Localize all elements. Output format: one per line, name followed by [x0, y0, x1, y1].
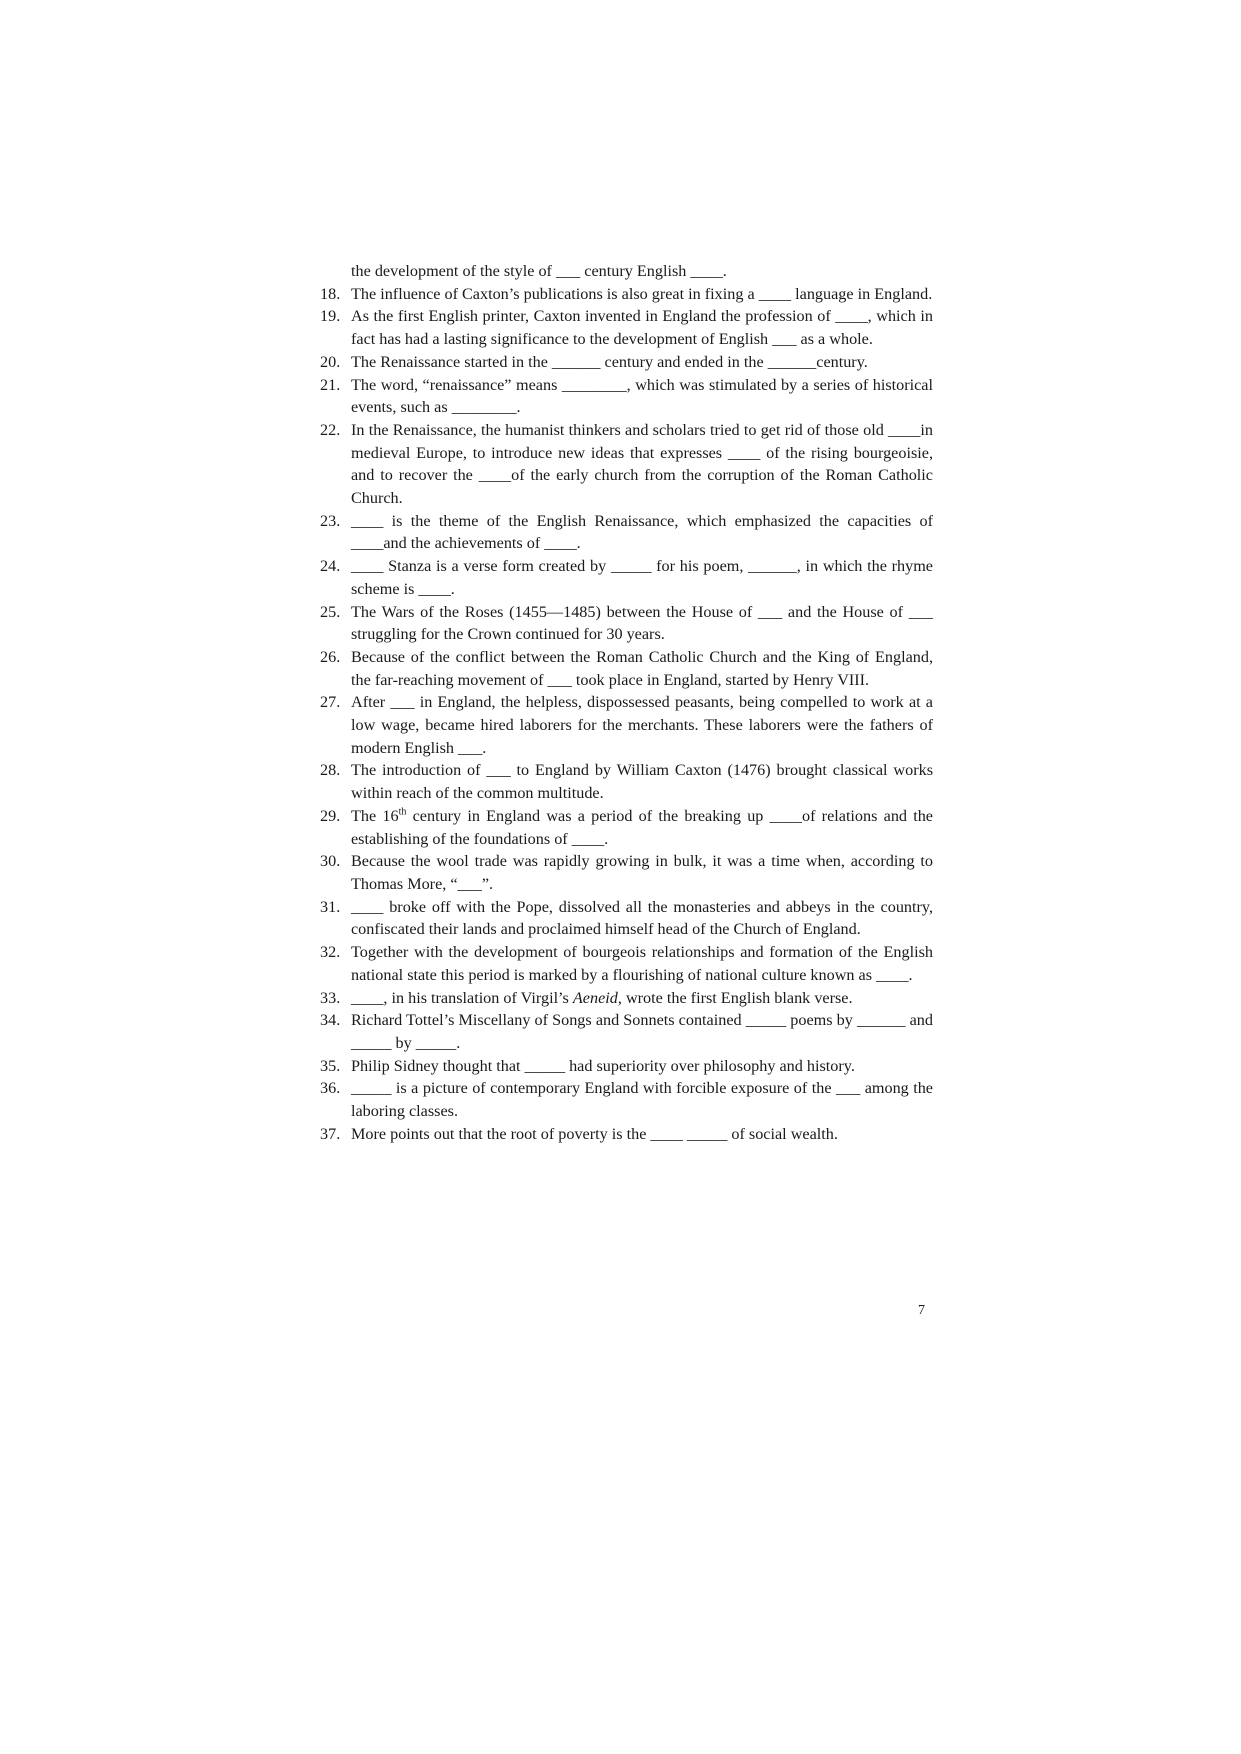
question-number: 24. — [320, 557, 341, 576]
question-item — [320, 987, 933, 1010]
question-item — [320, 896, 933, 941]
question-number: 36. — [320, 1079, 341, 1098]
question-item — [320, 1055, 933, 1078]
question-item — [320, 1077, 933, 1122]
question-text-part: ____, in his translation of Virgil’s — [351, 988, 573, 1007]
question-text — [351, 987, 933, 1010]
question-number: 22. — [320, 420, 341, 439]
question-list — [320, 283, 933, 1146]
question-text: Richard Tottel’s Miscellany of Songs and Sonnets contained _____ poems by ______ and _____ by _____. — [351, 1011, 933, 1052]
question-number: 25. — [320, 602, 341, 621]
question-text: As the first English printer, Caxton invented in England the profession of ____, which in fact has had a lasting significance to the development of English ___ as a whole. — [351, 307, 933, 349]
question-number: 31. — [320, 897, 341, 916]
question-text: _____ is a picture of contemporary England with forcible exposure of the ___ among the laboring classes. — [351, 1079, 933, 1121]
question-text: Because the wool trade was rapidly growing in bulk, it was a time when, according to Thomas More, “___”. — [351, 852, 933, 893]
question-item — [320, 941, 933, 986]
question-number: 19. — [320, 307, 341, 326]
question-item — [320, 759, 933, 804]
continuation-line: the development of the style of ___ century English ____. — [351, 262, 727, 280]
question-text: ____ Stanza is a verse form created by _____ for his poem, ______, in which the rhyme scheme is ____. — [351, 557, 933, 598]
question-number: 37. — [320, 1124, 341, 1143]
question-text: The Wars of the Roses (1455—1485) between the House of ___ and the House of ___ struggling for the Crown continued for 30 years. — [351, 602, 933, 644]
question-number: 33. — [320, 988, 341, 1007]
question-item — [320, 601, 933, 646]
question-text: ____ is the theme of the English Renaissance, which emphasized the capacities of ____and the achievements of ____. — [351, 511, 933, 553]
question-text: In the Renaissance, the humanist thinkers and scholars tried to get rid of those old ____in medieval Europe, to introduce new ideas that expresses ____ of the rising bourgeoisie, and to recover the ____of the early church from the corruption of the Roman Catholic Church. — [351, 420, 933, 508]
italic-title: Aeneid — [572, 988, 618, 1007]
question-text: ____ broke off with the Pope, dissolved all the monasteries and abbeys in the country, confiscated their lands and proclaimed himself head of the Church of England. — [351, 897, 933, 939]
question-text-part: The 16 — [351, 806, 399, 825]
ordinal-superscript: th — [398, 806, 407, 818]
question-item — [320, 646, 933, 691]
question-text: Because of the conflict between the Roman Catholic Church and the King of England, the far-reaching movement of ___ took place in England, started by Henry VIII. — [351, 647, 933, 689]
question-text — [351, 805, 933, 850]
question-text-part: , wrote the first English blank verse. — [617, 988, 853, 1007]
document-page — [320, 260, 933, 1145]
question-text: The influence of Caxton’s publications is also great in fixing a ____ language in England. — [351, 284, 933, 303]
question-number: 32. — [320, 943, 341, 962]
question-item — [320, 1009, 933, 1054]
question-item — [320, 351, 933, 374]
question-number: 20. — [320, 352, 341, 371]
question-number: 29. — [320, 806, 341, 825]
question-item — [320, 691, 933, 759]
question-item — [320, 1123, 933, 1146]
question-number: 28. — [320, 761, 341, 780]
question-text: The word, “renaissance” means ________, which was stimulated by a series of historical events, such as ________. — [351, 375, 933, 417]
question-text: After ___ in England, the helpless, dispossessed peasants, being compelled to work at a low wage, became hired laborers for the merchants. These laborers were the fathers of modern English ___. — [351, 693, 933, 757]
question-number: 30. — [320, 852, 341, 871]
question-number: 27. — [320, 693, 341, 712]
question-number: 18. — [320, 284, 341, 303]
question-text: Together with the development of bourgeois relationships and formation of the English national state this period is marked by a flourishing of national culture known as ____. — [351, 943, 933, 984]
question-item — [320, 555, 933, 600]
question-item — [320, 850, 933, 895]
question-number: 34. — [320, 1011, 341, 1030]
question-text: More points out that the root of poverty is the ____ _____ of social wealth. — [351, 1124, 838, 1143]
question-item — [320, 305, 933, 350]
question-number: 23. — [320, 511, 341, 530]
question-item — [320, 419, 933, 510]
question-item — [320, 805, 933, 850]
question-item — [320, 283, 933, 306]
question-item — [320, 374, 933, 419]
question-text: The introduction of ___ to England by William Caxton (1476) brought classical works within reach of the common multitude. — [351, 761, 933, 803]
question-number: 26. — [320, 647, 341, 666]
question-text: The Renaissance started in the ______ century and ended in the ______century. — [351, 352, 868, 371]
question-item — [320, 510, 933, 555]
page-number: 7 — [918, 1303, 925, 1318]
question-number: 21. — [320, 375, 341, 394]
question-number: 35. — [320, 1056, 341, 1075]
question-text: Philip Sidney thought that _____ had superiority over philosophy and history. — [351, 1056, 855, 1075]
question-text-part: century in England was a period of the breaking up ____of relations and the establishing of the foundations of ____. — [351, 806, 933, 848]
